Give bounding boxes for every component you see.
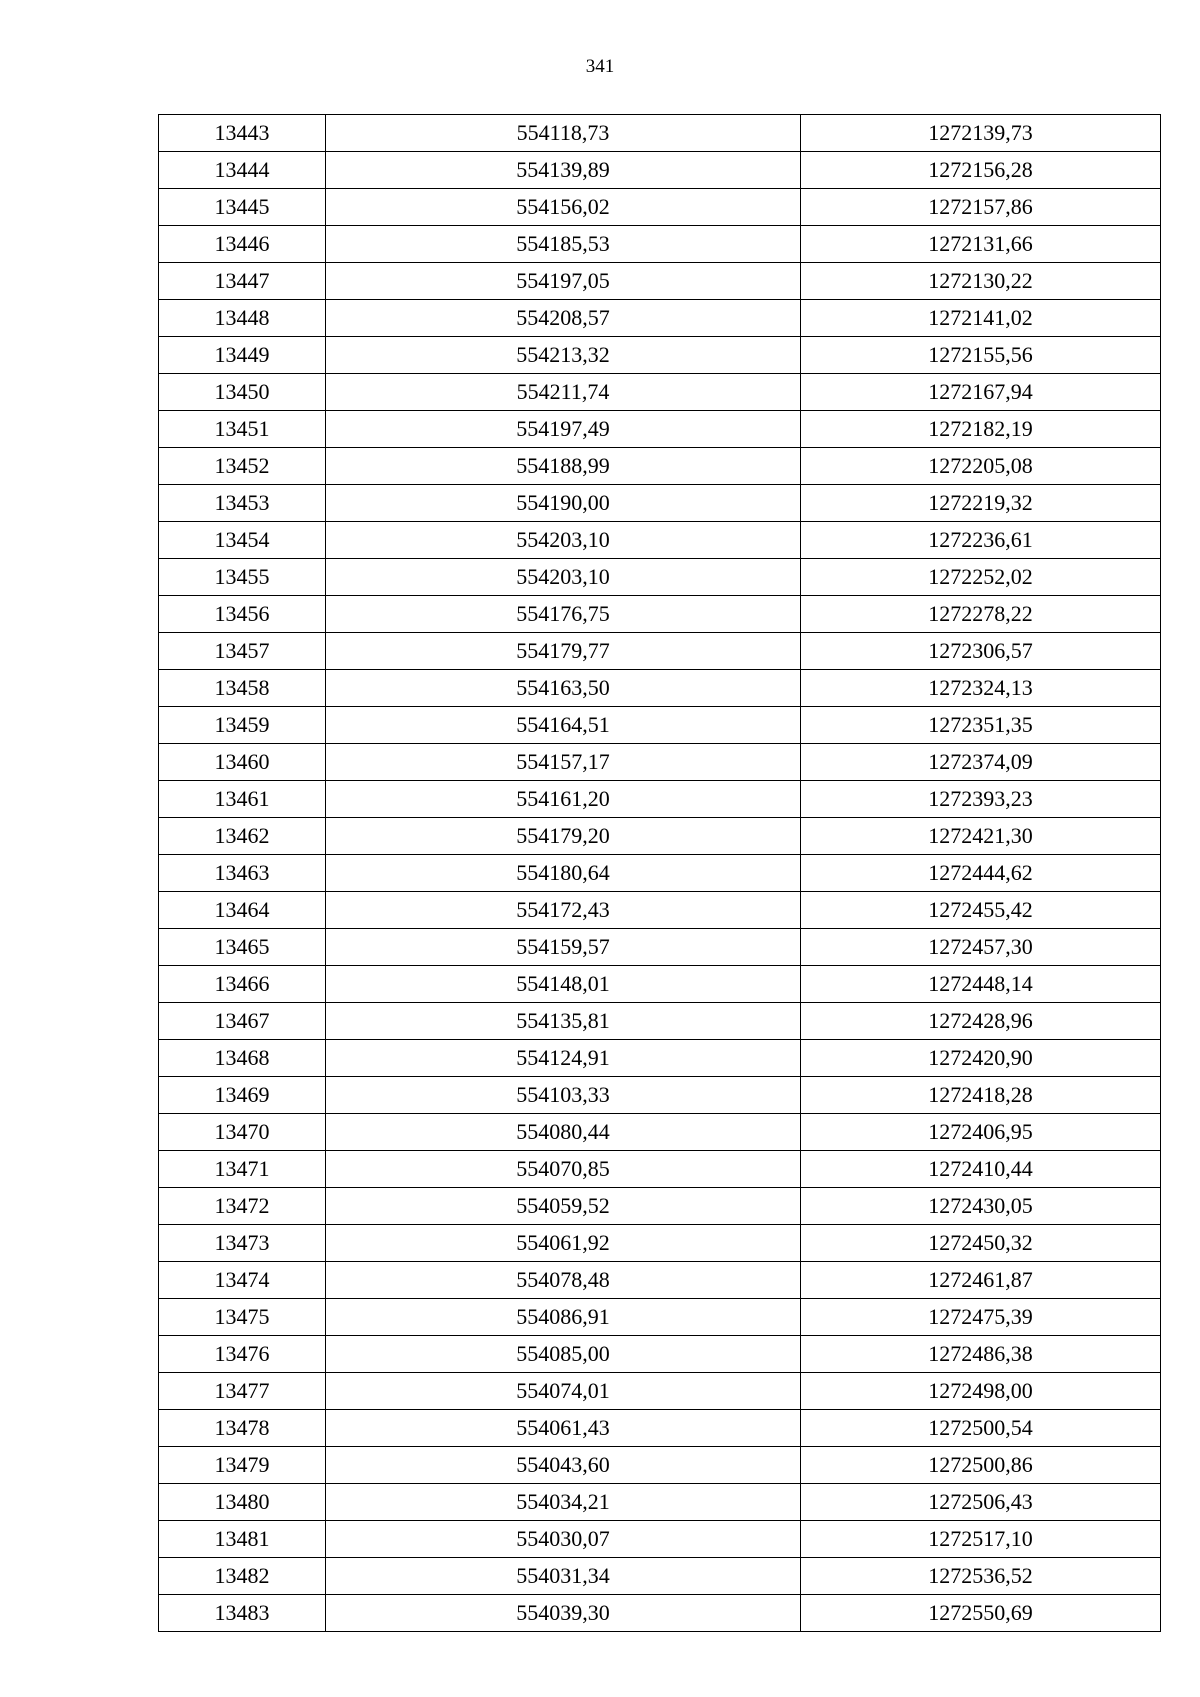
point-number-cell: 13474 [159, 1262, 326, 1299]
table-row [159, 337, 1161, 374]
y-coordinate-cell: 1272444,62 [801, 855, 1161, 892]
point-number-cell: 13473 [159, 1225, 326, 1262]
x-coordinate-cell: 554190,00 [326, 485, 801, 522]
table-row [159, 1484, 1161, 1521]
table-row [159, 1299, 1161, 1336]
x-coordinate-cell: 554103,33 [326, 1077, 801, 1114]
x-coordinate-cell: 554118,73 [326, 115, 801, 152]
y-coordinate-cell: 1272324,13 [801, 670, 1161, 707]
y-coordinate-cell: 1272418,28 [801, 1077, 1161, 1114]
x-coordinate-cell: 554197,05 [326, 263, 801, 300]
x-coordinate-cell: 554197,49 [326, 411, 801, 448]
x-coordinate-cell: 554034,21 [326, 1484, 801, 1521]
y-coordinate-cell: 1272205,08 [801, 448, 1161, 485]
table-row [159, 152, 1161, 189]
y-coordinate-cell: 1272351,35 [801, 707, 1161, 744]
y-coordinate-cell: 1272506,43 [801, 1484, 1161, 1521]
point-number-cell: 13482 [159, 1558, 326, 1595]
point-number-cell: 13447 [159, 263, 326, 300]
table-row [159, 966, 1161, 1003]
y-coordinate-cell: 1272421,30 [801, 818, 1161, 855]
x-coordinate-cell: 554074,01 [326, 1373, 801, 1410]
x-coordinate-cell: 554030,07 [326, 1521, 801, 1558]
point-number-cell: 13470 [159, 1114, 326, 1151]
y-coordinate-cell: 1272306,57 [801, 633, 1161, 670]
table-row [159, 300, 1161, 337]
point-number-cell: 13479 [159, 1447, 326, 1484]
y-coordinate-cell: 1272252,02 [801, 559, 1161, 596]
point-number-cell: 13456 [159, 596, 326, 633]
y-coordinate-cell: 1272167,94 [801, 374, 1161, 411]
table-row [159, 485, 1161, 522]
y-coordinate-cell: 1272131,66 [801, 226, 1161, 263]
x-coordinate-cell: 554157,17 [326, 744, 801, 781]
y-coordinate-cell: 1272157,86 [801, 189, 1161, 226]
y-coordinate-cell: 1272374,09 [801, 744, 1161, 781]
point-number-cell: 13481 [159, 1521, 326, 1558]
point-number-cell: 13461 [159, 781, 326, 818]
table-row [159, 189, 1161, 226]
point-number-cell: 13454 [159, 522, 326, 559]
x-coordinate-cell: 554039,30 [326, 1595, 801, 1632]
x-coordinate-cell: 554161,20 [326, 781, 801, 818]
x-coordinate-cell: 554203,10 [326, 559, 801, 596]
x-coordinate-cell: 554085,00 [326, 1336, 801, 1373]
point-number-cell: 13458 [159, 670, 326, 707]
y-coordinate-cell: 1272428,96 [801, 1003, 1161, 1040]
y-coordinate-cell: 1272278,22 [801, 596, 1161, 633]
point-number-cell: 13453 [159, 485, 326, 522]
page-number: 341 [585, 56, 615, 77]
y-coordinate-cell: 1272130,22 [801, 263, 1161, 300]
x-coordinate-cell: 554208,57 [326, 300, 801, 337]
point-number-cell: 13450 [159, 374, 326, 411]
coordinates-table-body [159, 115, 1161, 1632]
x-coordinate-cell: 554180,64 [326, 855, 801, 892]
table-row [159, 633, 1161, 670]
table-row [159, 596, 1161, 633]
x-coordinate-cell: 554124,91 [326, 1040, 801, 1077]
table-row [159, 374, 1161, 411]
table-row [159, 1521, 1161, 1558]
point-number-cell: 13462 [159, 818, 326, 855]
point-number-cell: 13478 [159, 1410, 326, 1447]
y-coordinate-cell: 1272486,38 [801, 1336, 1161, 1373]
table-row [159, 448, 1161, 485]
table-row [159, 1373, 1161, 1410]
table-row [159, 929, 1161, 966]
x-coordinate-cell: 554043,60 [326, 1447, 801, 1484]
x-coordinate-cell: 554163,50 [326, 670, 801, 707]
y-coordinate-cell: 1272156,28 [801, 152, 1161, 189]
x-coordinate-cell: 554061,43 [326, 1410, 801, 1447]
table-row [159, 559, 1161, 596]
x-coordinate-cell: 554139,89 [326, 152, 801, 189]
x-coordinate-cell: 554179,20 [326, 818, 801, 855]
point-number-cell: 13480 [159, 1484, 326, 1521]
y-coordinate-cell: 1272219,32 [801, 485, 1161, 522]
point-number-cell: 13459 [159, 707, 326, 744]
point-number-cell: 13476 [159, 1336, 326, 1373]
y-coordinate-cell: 1272182,19 [801, 411, 1161, 448]
table-row [159, 1188, 1161, 1225]
point-number-cell: 13464 [159, 892, 326, 929]
point-number-cell: 13449 [159, 337, 326, 374]
point-number-cell: 13472 [159, 1188, 326, 1225]
point-number-cell: 13465 [159, 929, 326, 966]
y-coordinate-cell: 1272393,23 [801, 781, 1161, 818]
table-row [159, 1336, 1161, 1373]
x-coordinate-cell: 554213,32 [326, 337, 801, 374]
table-row [159, 263, 1161, 300]
x-coordinate-cell: 554080,44 [326, 1114, 801, 1151]
table-row [159, 818, 1161, 855]
table-row [159, 670, 1161, 707]
point-number-cell: 13451 [159, 411, 326, 448]
y-coordinate-cell: 1272448,14 [801, 966, 1161, 1003]
y-coordinate-cell: 1272406,95 [801, 1114, 1161, 1151]
point-number-cell: 13444 [159, 152, 326, 189]
x-coordinate-cell: 554188,99 [326, 448, 801, 485]
coordinates-table [158, 114, 1161, 1632]
table-row [159, 226, 1161, 263]
y-coordinate-cell: 1272430,05 [801, 1188, 1161, 1225]
y-coordinate-cell: 1272457,30 [801, 929, 1161, 966]
point-number-cell: 13466 [159, 966, 326, 1003]
y-coordinate-cell: 1272517,10 [801, 1521, 1161, 1558]
table-row [159, 1003, 1161, 1040]
x-coordinate-cell: 554086,91 [326, 1299, 801, 1336]
y-coordinate-cell: 1272420,90 [801, 1040, 1161, 1077]
point-number-cell: 13463 [159, 855, 326, 892]
table-row [159, 781, 1161, 818]
table-row [159, 892, 1161, 929]
x-coordinate-cell: 554156,02 [326, 189, 801, 226]
point-number-cell: 13477 [159, 1373, 326, 1410]
x-coordinate-cell: 554070,85 [326, 1151, 801, 1188]
table-row [159, 1151, 1161, 1188]
point-number-cell: 13471 [159, 1151, 326, 1188]
x-coordinate-cell: 554031,34 [326, 1558, 801, 1595]
y-coordinate-cell: 1272141,02 [801, 300, 1161, 337]
point-number-cell: 13443 [159, 115, 326, 152]
x-coordinate-cell: 554135,81 [326, 1003, 801, 1040]
x-coordinate-cell: 554061,92 [326, 1225, 801, 1262]
table-row [159, 411, 1161, 448]
table-row [159, 1410, 1161, 1447]
y-coordinate-cell: 1272498,00 [801, 1373, 1161, 1410]
x-coordinate-cell: 554172,43 [326, 892, 801, 929]
y-coordinate-cell: 1272461,87 [801, 1262, 1161, 1299]
x-coordinate-cell: 554185,53 [326, 226, 801, 263]
table-row [159, 522, 1161, 559]
y-coordinate-cell: 1272536,52 [801, 1558, 1161, 1595]
point-number-cell: 13475 [159, 1299, 326, 1336]
x-coordinate-cell: 554148,01 [326, 966, 801, 1003]
point-number-cell: 13457 [159, 633, 326, 670]
point-number-cell: 13452 [159, 448, 326, 485]
table-row [159, 1114, 1161, 1151]
table-row [159, 1595, 1161, 1632]
table-row [159, 1225, 1161, 1262]
point-number-cell: 13446 [159, 226, 326, 263]
table-row [159, 707, 1161, 744]
table-row [159, 1077, 1161, 1114]
table-row [159, 1447, 1161, 1484]
x-coordinate-cell: 554176,75 [326, 596, 801, 633]
x-coordinate-cell: 554203,10 [326, 522, 801, 559]
y-coordinate-cell: 1272475,39 [801, 1299, 1161, 1336]
x-coordinate-cell: 554078,48 [326, 1262, 801, 1299]
x-coordinate-cell: 554179,77 [326, 633, 801, 670]
table-row [159, 1558, 1161, 1595]
x-coordinate-cell: 554211,74 [326, 374, 801, 411]
point-number-cell: 13468 [159, 1040, 326, 1077]
table-row [159, 744, 1161, 781]
x-coordinate-cell: 554159,57 [326, 929, 801, 966]
y-coordinate-cell: 1272550,69 [801, 1595, 1161, 1632]
y-coordinate-cell: 1272236,61 [801, 522, 1161, 559]
point-number-cell: 13467 [159, 1003, 326, 1040]
y-coordinate-cell: 1272450,32 [801, 1225, 1161, 1262]
y-coordinate-cell: 1272500,54 [801, 1410, 1161, 1447]
y-coordinate-cell: 1272500,86 [801, 1447, 1161, 1484]
point-number-cell: 13448 [159, 300, 326, 337]
table-row [159, 1262, 1161, 1299]
point-number-cell: 13483 [159, 1595, 326, 1632]
point-number-cell: 13460 [159, 744, 326, 781]
table-row [159, 1040, 1161, 1077]
table-row [159, 115, 1161, 152]
point-number-cell: 13445 [159, 189, 326, 226]
x-coordinate-cell: 554164,51 [326, 707, 801, 744]
point-number-cell: 13455 [159, 559, 326, 596]
table-row [159, 855, 1161, 892]
y-coordinate-cell: 1272155,56 [801, 337, 1161, 374]
x-coordinate-cell: 554059,52 [326, 1188, 801, 1225]
y-coordinate-cell: 1272410,44 [801, 1151, 1161, 1188]
y-coordinate-cell: 1272455,42 [801, 892, 1161, 929]
y-coordinate-cell: 1272139,73 [801, 115, 1161, 152]
point-number-cell: 13469 [159, 1077, 326, 1114]
